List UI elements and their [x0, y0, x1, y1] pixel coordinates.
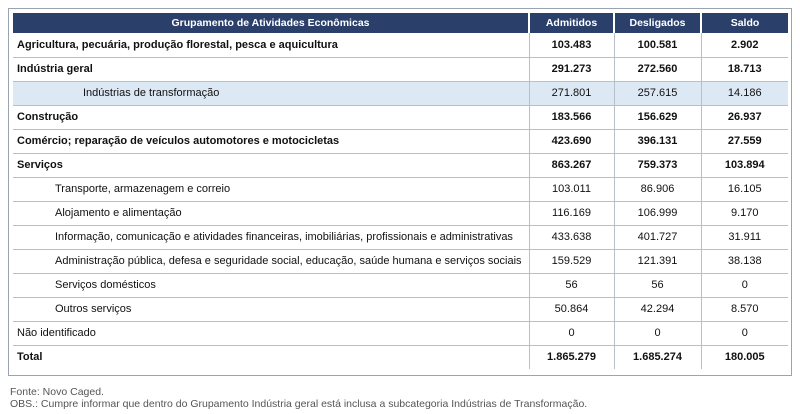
row-label: Indústrias de transformação: [13, 81, 529, 105]
saldo-cell: 180.005: [724, 351, 765, 364]
table-row: [13, 249, 788, 273]
header-grupamento: Grupamento de Atividades Econômicas: [13, 13, 529, 33]
saldo-cell: 8.570: [701, 297, 788, 321]
admitidos-cell: 159.529: [529, 249, 614, 273]
header-desligados: Desligados: [614, 13, 701, 33]
header-saldo: Saldo: [701, 13, 788, 33]
row-label: Transporte, armazenagem e correio: [13, 177, 529, 201]
footnotes: [10, 386, 587, 410]
row-label: Outros serviços: [13, 297, 529, 321]
desligados-cell: 257.615: [614, 81, 701, 105]
row-label: Comércio; reparação de veículos automotores e motocicletas: [13, 129, 529, 153]
table-row: [13, 273, 788, 297]
saldo-cell: 27.559: [701, 129, 788, 153]
desligados-cell: 106.999: [614, 201, 701, 225]
total-row: [13, 345, 788, 369]
source-note: Fonte: Novo Caged.: [10, 386, 104, 398]
table-body: [13, 33, 788, 369]
saldo-cell: 31.911: [701, 225, 788, 249]
admitidos-cell: 863.267: [529, 153, 614, 177]
desligados-cell: 100.581: [614, 33, 701, 57]
row-label: Indústria geral: [13, 57, 529, 81]
table-row: [13, 105, 788, 129]
saldo-cell: 0: [701, 321, 788, 345]
table-row: [13, 129, 788, 153]
row-label: Construção: [13, 105, 529, 129]
table-row: [13, 297, 788, 321]
desligados-cell: 56: [614, 273, 701, 297]
admitidos-cell: 433.638: [529, 225, 614, 249]
row-label: Serviços domésticos: [13, 273, 529, 297]
table-row: [13, 57, 788, 81]
saldo-cell: 38.138: [701, 249, 788, 273]
admitidos-cell: 423.690: [529, 129, 614, 153]
table-row: [13, 321, 788, 345]
row-label: Total: [13, 345, 529, 369]
saldo-cell: 14.186: [701, 81, 788, 105]
admitidos-cell: 1.865.279: [529, 345, 614, 369]
row-label: Não identificado: [13, 321, 529, 345]
row-label: Agricultura, pecuária, produção florestal, pesca e aquicultura: [13, 33, 529, 57]
saldo-cell: 18.713: [701, 57, 788, 81]
admitidos-cell: 103.011: [529, 177, 614, 201]
row-label: Alojamento e alimentação: [13, 201, 529, 225]
row-label: Informação, comunicação e atividades financeiras, imobiliárias, profissionais e administrativas: [13, 225, 529, 249]
admitidos-cell: 0: [529, 321, 614, 345]
desligados-cell: 1.685.274: [614, 345, 701, 369]
admitidos-cell: 271.801: [529, 81, 614, 105]
header-admitidos: Admitidos: [529, 13, 614, 33]
desligados-cell: 121.391: [614, 249, 701, 273]
obs-note: OBS.: Cumpre informar que dentro do Grupamento Indústria geral está inclusa a subcategoria Indústrias de Transformação.: [10, 398, 588, 410]
table-row: [13, 33, 788, 57]
table-row: [13, 177, 788, 201]
desligados-cell: 759.373: [614, 153, 701, 177]
desligados-cell: 0: [614, 321, 701, 345]
admitidos-cell: 50.864: [529, 297, 614, 321]
saldo-cell: 9.170: [701, 201, 788, 225]
economic-activity-table: [13, 13, 788, 369]
saldo-cell: 26.937: [701, 105, 788, 129]
table-header-row: [13, 13, 788, 33]
saldo-cell: 16.105: [701, 177, 788, 201]
row-label: Administração pública, defesa e seguridade social, educação, saúde humana e serviços sociais: [13, 249, 529, 273]
admitidos-cell: 56: [529, 273, 614, 297]
desligados-cell: 272.560: [614, 57, 701, 81]
admitidos-cell: 183.566: [529, 105, 614, 129]
saldo-cell: 2.902: [701, 33, 788, 57]
saldo-cell: 103.894: [701, 153, 788, 177]
desligados-cell: 86.906: [614, 177, 701, 201]
desligados-cell: 401.727: [614, 225, 701, 249]
desligados-cell: 156.629: [614, 105, 701, 129]
row-label: Serviços: [13, 153, 529, 177]
table-row: [13, 225, 788, 249]
admitidos-cell: 103.483: [529, 33, 614, 57]
table-row: [13, 153, 788, 177]
desligados-cell: 396.131: [614, 129, 701, 153]
admitidos-cell: 116.169: [529, 201, 614, 225]
table-row: [13, 201, 788, 225]
saldo-cell: 0: [701, 273, 788, 297]
admitidos-cell: 291.273: [529, 57, 614, 81]
desligados-cell: 42.294: [614, 297, 701, 321]
table-row: [13, 81, 788, 105]
